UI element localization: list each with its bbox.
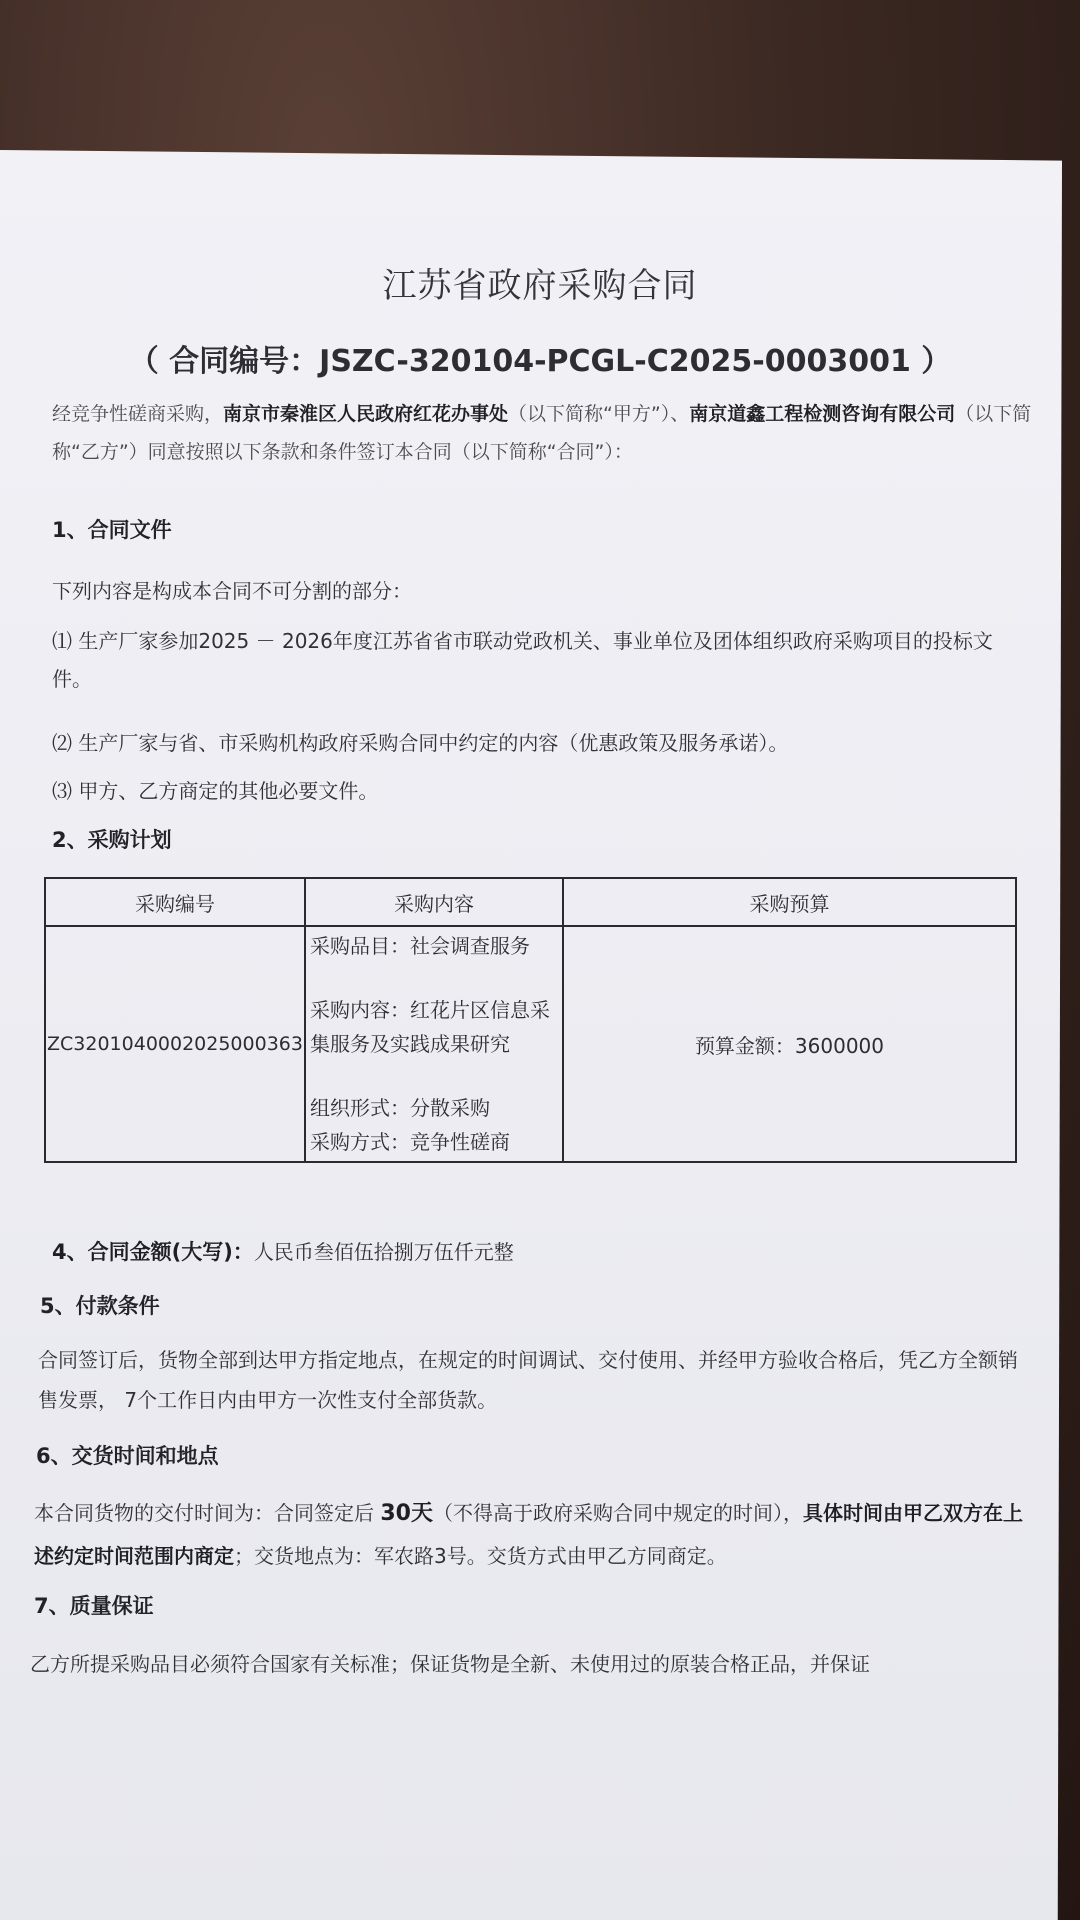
section-1-item-2: ⑵ 生产厂家与省、市采购机构政府采购合同中约定的内容（优惠政策及服务承诺）。	[52, 731, 789, 755]
section-1-heading: 1、合同文件	[52, 518, 172, 542]
party-b-name: 南京道鑫工程检测咨询有限公司	[689, 403, 956, 425]
table-row	[45, 926, 1016, 1162]
procurement-item-label: 采购品目：社会调查服务	[309, 934, 530, 958]
procurement-content-label: 采购内容：红花片区信息采集服务及实践成果研究	[309, 998, 550, 1056]
procurement-content-cell	[305, 926, 563, 1162]
section-6-heading: 6、交货时间和地点	[36, 1444, 219, 1468]
delivery-days: 30天	[380, 1501, 433, 1526]
section-7-heading: 7、质量保证	[34, 1594, 154, 1618]
header-procurement-budget: 采购预算	[563, 878, 1016, 926]
table-header-row	[45, 878, 1016, 926]
section-1-item-3: ⑶ 甲方、乙方商定的其他必要文件。	[52, 779, 379, 803]
intro-paragraph	[52, 395, 1032, 471]
section-1-item-1: ⑴ 生产厂家参加2025 － 2026年度江苏省省市联动党政机关、事业单位及团体组织政府采购项目的投标文件。	[52, 629, 993, 691]
delivery-text-1: 本合同货物的交付时间为：合同签定后	[34, 1501, 381, 1525]
procurement-code-cell: ZC3201040002025000363	[45, 926, 305, 1162]
delivery-text-3: ；交货地点为：军农路3号。交货方式由甲乙方同商定。	[234, 1544, 727, 1568]
budget-cell: 预算金额：3600000	[563, 926, 1016, 1162]
section-5-heading: 5、付款条件	[40, 1294, 160, 1318]
procurement-plan-table	[44, 877, 1017, 1163]
delivery-bold-text: 具体时间由甲乙双方在上述约定时间范围内商定	[34, 1501, 1023, 1568]
section-1-lead: 下列内容是构成本合同不可分割的部分：	[52, 579, 412, 603]
intro-text-3: （以下简称“乙方”）同意按照以下条款和条件签订本合同（以下简称“合同”）：	[52, 403, 1032, 463]
header-procurement-content: 采购内容	[305, 878, 563, 926]
intro-text-1: 经竞争性磋商采购，	[52, 403, 224, 425]
section-5-text: 合同签订后，货物全部到达甲方指定地点，在规定的时间调试、交付使用、并经甲方验收合格后，凭乙方全额销售发票， 7个工作日内由甲方一次性支付全部货款。	[38, 1348, 1018, 1412]
intro-text-2: （以下简称“甲方”）、	[508, 403, 690, 425]
party-a-name: 南京市秦淮区人民政府红花办事处	[223, 403, 509, 425]
section-4-line	[52, 1233, 1032, 1271]
organization-form: 组织形式：分散采购	[309, 1096, 490, 1120]
header-procurement-code: 采购编号	[45, 878, 305, 926]
contract-amount: 人民币叁佰伍拾捌万伍仟元整	[253, 1240, 514, 1264]
contract-number: （ 合同编号：JSZC-320104-PCGL-C2025-0003001 ）	[128, 344, 952, 379]
delivery-text-2: （不得高于政府采购合同中规定的时间），	[432, 1501, 803, 1525]
section-6-text	[34, 1492, 1024, 1577]
section-7-text: 乙方所提采购品目必须符合国家有关标准；保证货物是全新、未使用过的原装合格正品，并保证	[30, 1652, 870, 1676]
procurement-method: 采购方式：竞争性磋商	[309, 1130, 510, 1154]
section-2-heading: 2、采购计划	[52, 828, 172, 852]
document-title: 江苏省政府采购合同	[382, 266, 698, 306]
section-4-heading: 4、合同金额(大写)：	[52, 1240, 254, 1264]
